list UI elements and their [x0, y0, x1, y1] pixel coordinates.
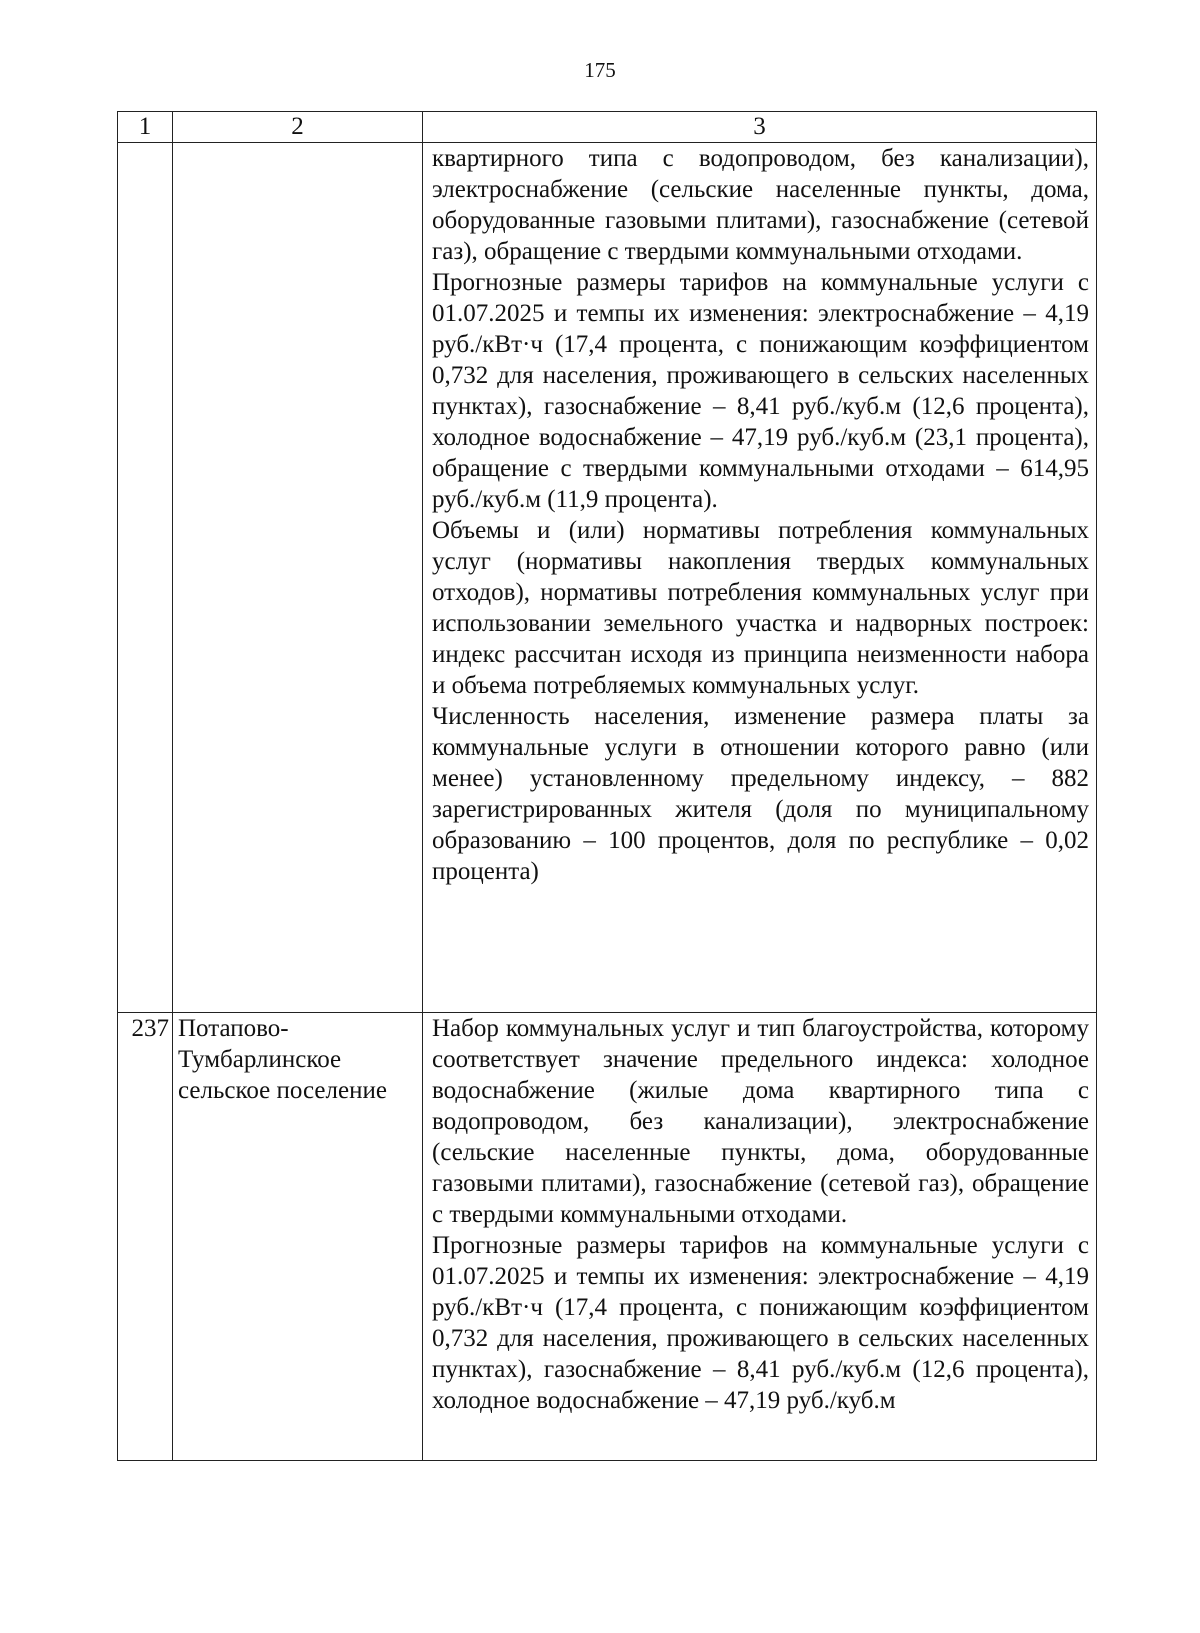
column-header-2: 2 [173, 112, 423, 143]
settlement-name-line: Тумбарлинское [178, 1046, 342, 1073]
paragraph-tariffs: Прогнозные размеры тарифов на коммунальные услуги с 01.07.2025 и темпы их изменения: электроснабжение – 4,19 руб./кВт·ч (17,4 процента, с понижающим коэффициентом 0,732 для населения, проживающего в сельских населенных пунктах), газоснабжение – 8,41 руб./куб.м (12,6 процента), холодное водоснабжение – 47,19 руб./куб.м (23,1 процента), обращение с твердыми коммунальными отходами – 614,95 руб./куб.м (11,9 процента). [432, 269, 1089, 513]
row-number-cell: 237 [118, 1013, 173, 1461]
settlement-name-line: сельское поселение [178, 1077, 387, 1104]
description-cell [423, 143, 1097, 1013]
paragraph-utilities-set: Набор коммунальных услуг и тип благоустройства, которому соответствует значение предельного индекса: холодное водоснабжение (жилые дома квартирного типа с водопроводом, без канализации), электроснабжение (сельские населенные пункты, дома, оборудованные газовыми плитами), газоснабжение (сетевой газ), обращение с твердыми коммунальными отходами. [432, 1015, 1089, 1228]
row-number-cell [118, 143, 173, 1013]
tariff-table [117, 111, 1097, 1461]
paragraph-population: Численность населения, изменение размера платы за коммунальные услуги в отношении которого равно (или менее) установленному предельному индексу, – 882 зарегистрированных жителя (доля по муниципальному образованию – 100 процентов, доля по республике – 0,02 процента) [432, 703, 1089, 885]
table-row-237 [118, 1013, 1097, 1461]
table-header-row [118, 112, 1097, 143]
paragraph-tariffs: Прогнозные размеры тарифов на коммунальные услуги с 01.07.2025 и темпы их изменения: электроснабжение – 4,19 руб./кВт·ч (17,4 процента, с понижающим коэффициентом 0,732 для населения, проживающего в сельских населенных пунктах), газоснабжение – 8,41 руб./куб.м (12,6 процента), холодное водоснабжение – 47,19 руб./куб.м [432, 1232, 1089, 1414]
settlement-name-line: Потапово- [178, 1015, 289, 1042]
column-header-1: 1 [118, 112, 173, 143]
page-number: 175 [584, 58, 616, 82]
paragraph-consumption-norms: Объемы и (или) нормативы потребления коммунальных услуг (нормативы накопления твердых коммунальных отходов), нормативы потребления коммунальных услуг при использовании земельного участка и надворных построек: индекс рассчитан исходя из принципа неизменности набора и объема потребляемых коммунальных услуг. [432, 517, 1089, 699]
table-row-continued [118, 143, 1097, 1013]
description-cell [423, 1013, 1097, 1461]
settlement-name-cell [173, 1013, 423, 1461]
settlement-name-cell [173, 143, 423, 1013]
paragraph-utilities-set-continued: квартирного типа с водопроводом, без канализации), электроснабжение (сельские населенные пункты, дома, оборудованные газовыми плитами), газоснабжение (сетевой газ), обращение с твердыми коммунальными отходами. [432, 145, 1089, 265]
column-header-3: 3 [423, 112, 1097, 143]
